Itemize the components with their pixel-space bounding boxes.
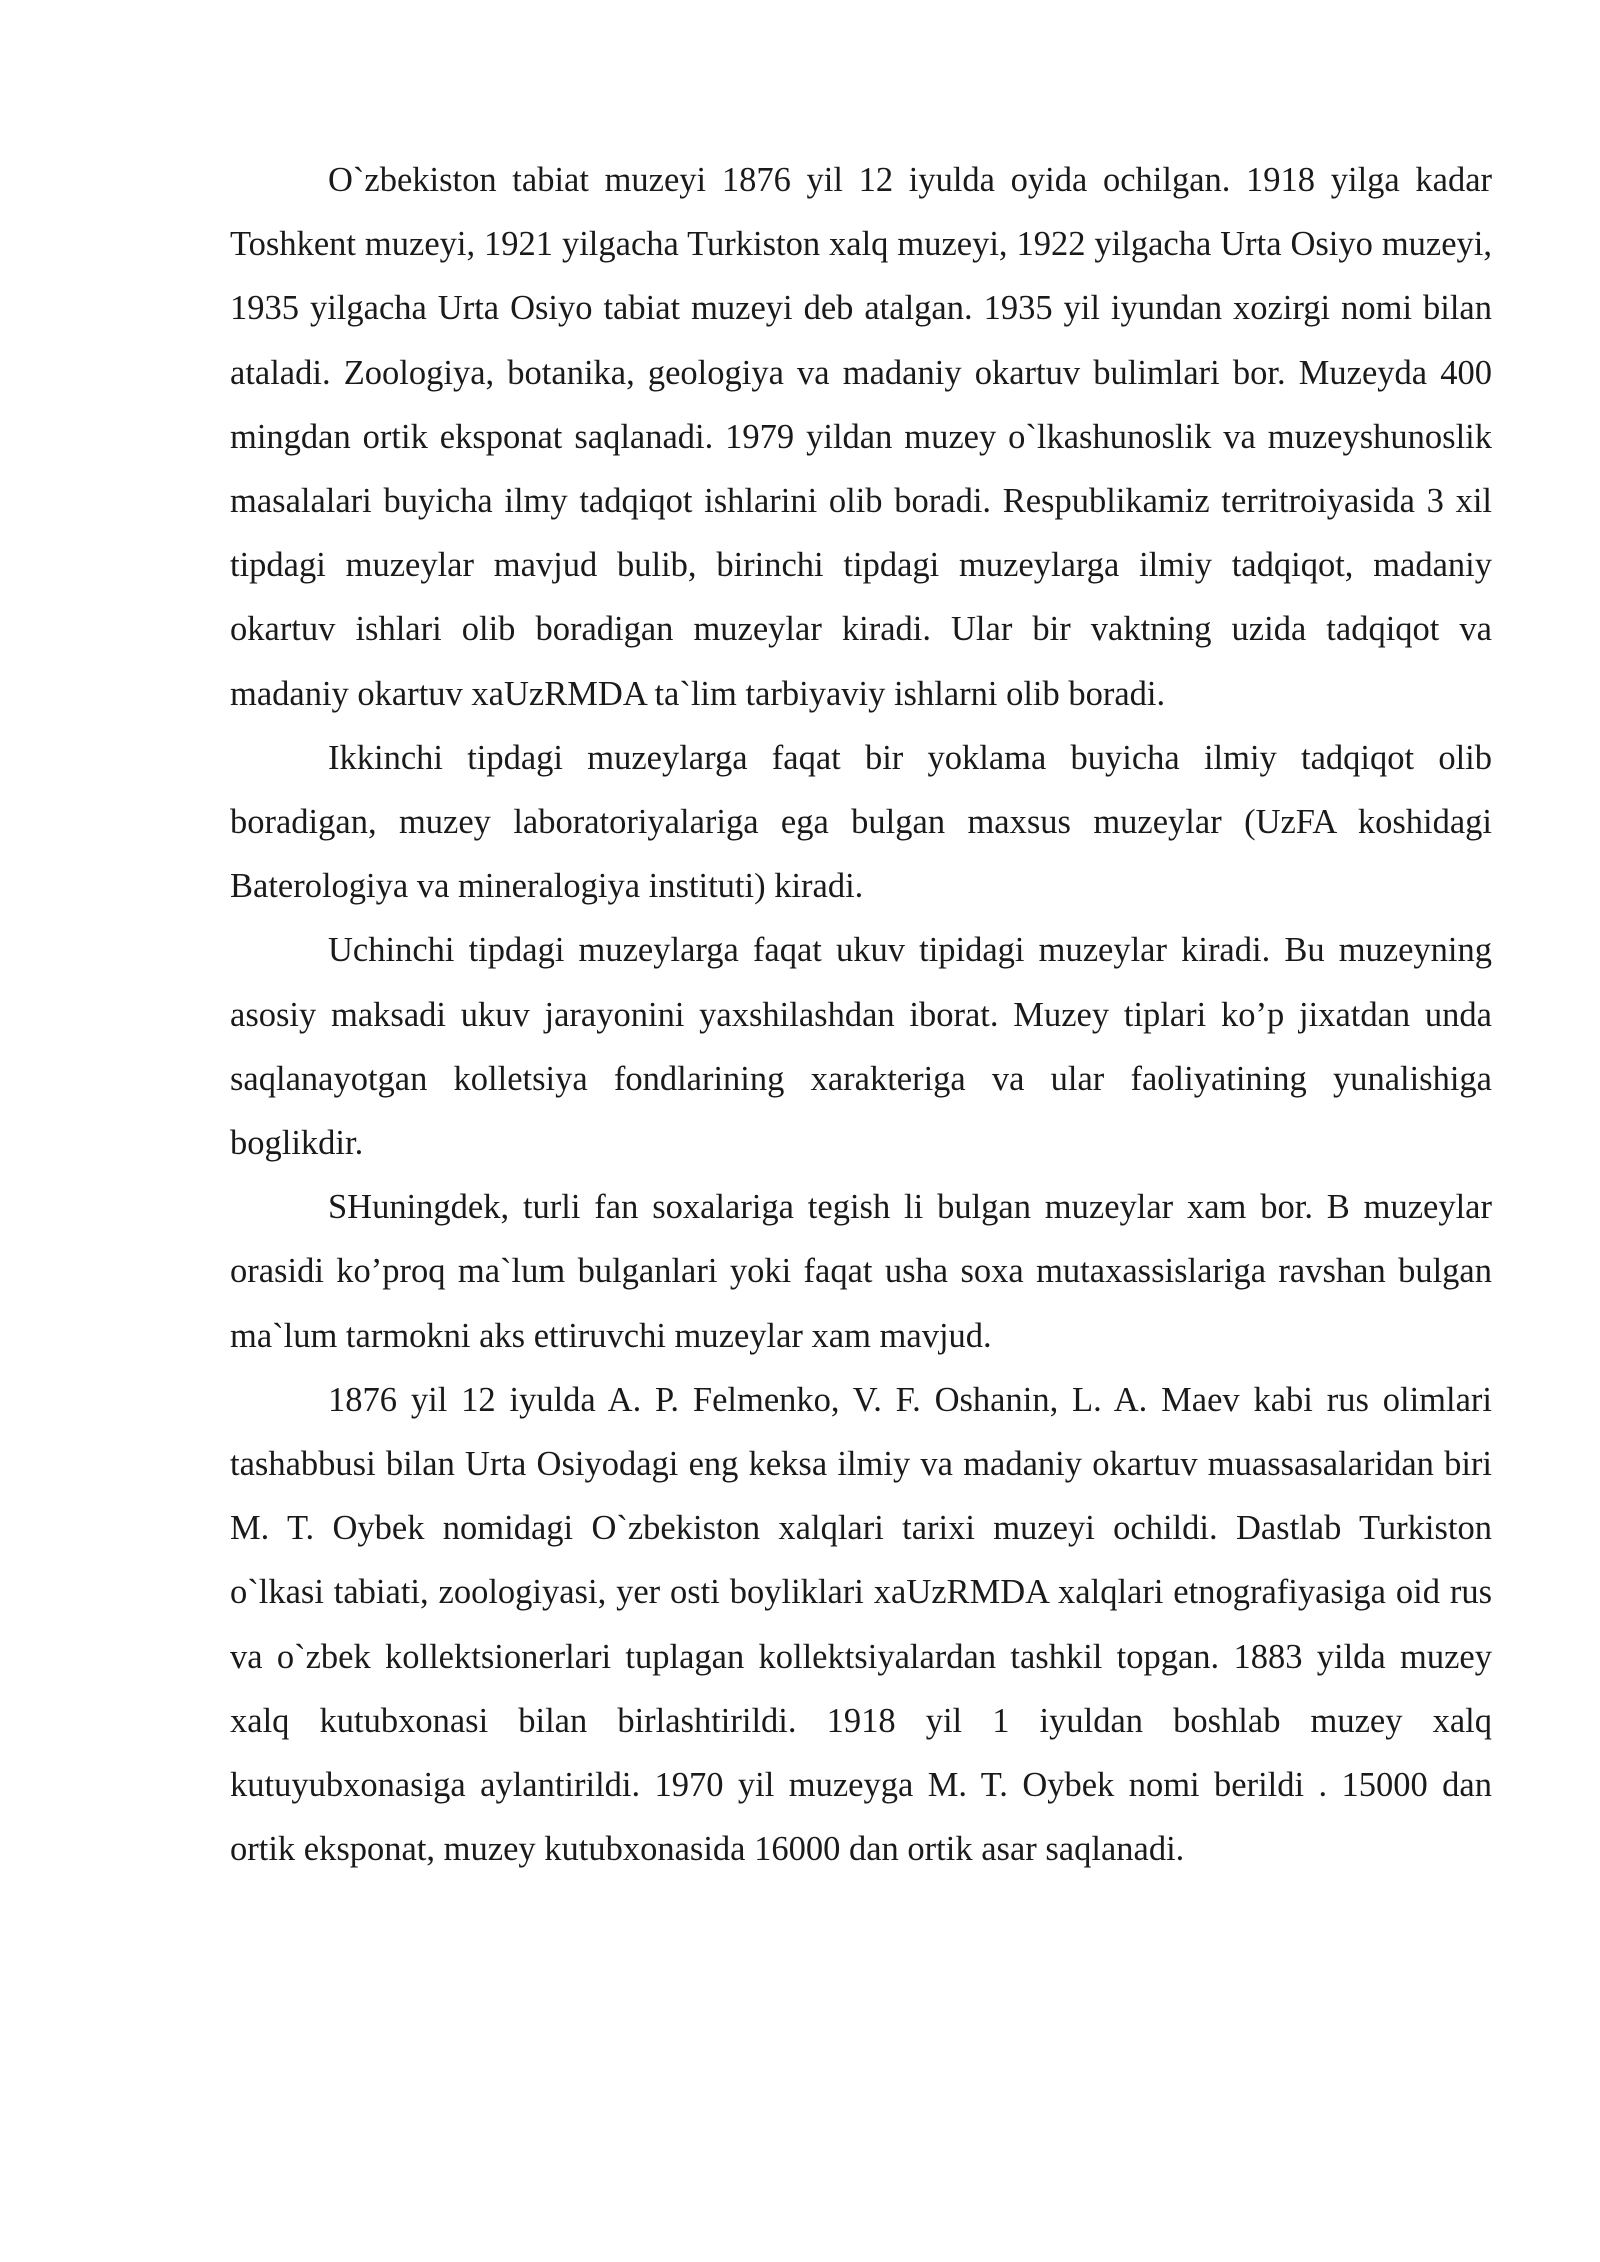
paragraph-third-type-museums: Uchinchi tipdagi muzeylarga faqat ukuv tipidagi muzeylar kiradi. Bu muzeyning asosiy maksadi ukuv jarayonini yaxshilashdan iborat. Muzey tiplari ko’p jixatdan unda saqlanayotgan kolletsiya fondlarining xarakteriga va ular faoliyatining yunalishiga boglikdir. [230,931,1492,1163]
document-page [230,148,1492,1881]
paragraph-second-type-museums: Ikkinchi tipdagi muzeylarga faqat bir yoklama buyicha ilmiy tadqiqot olib boradigan, muzey laboratoriyalariga ega bulgan maxsus muzeylar (UzFA koshidagi Baterologiya va mineralogiya instituti) kiradi. [230,738,1492,906]
paragraph-history-museum-founding: 1876 yil 12 iyulda A. P. Felmenko, V. F. Oshanin, L. A. Maev kabi rus olimlari tashabbusi bilan Urta Osiyodagi eng keksa ilmiy va madaniy okartuv muassasalaridan biri M. T. Oybek nomidagi O`zbekiston xalqlari tarixi muzeyi ochildi. Dastlab Turkiston o`lkasi tabiati, zoologiyasi, yer osti boyliklari xaUzRMDA xalqlari etnografiyasiga oid rus va o`zbek kollektsionerlari tuplagan kollektsiyalardan tashkil topgan. 1883 yilda muzey xalq kutubxonasi bilan birlashtirildi. 1918 yil 1 iyuldan boshlab muzey xalq kutuyubxonasiga aylantirildi. 1970 yil muzeyga M. T. Oybek nomi berildi . 15000 dan ortik eksponat, muzey kutubxonasida 16000 dan ortik asar saqlanadi. [230,1380,1492,1869]
paragraph-specialized-museums: SHuningdek, turli fan soxalariga tegish li bulgan muzeylar xam bor. B muzeylar orasidi ko’proq ma`lum bulganlari yoki faqat usha soxa mutaxassislariga ravshan bulgan ma`lum tarmokni aks ettiruvchi muzeylar xam mavjud. [230,1188,1492,1355]
paragraph-museum-history: O`zbekiston tabiat muzeyi 1876 yil 12 iyulda oyida ochilgan. 1918 yilga kadar Toshkent muzeyi, 1921 yilgacha Turkiston xalq muzeyi, 1922 yilgacha Urta Osiyo muzeyi, 1935 yilgacha Urta Osiyo tabiat muzeyi deb atalgan. 1935 yil iyundan xozirgi nomi bilan ataladi. Zoologiya, botanika, geologiya va madaniy okartuv bulimlari bor. Muzeyda 400 mingdan ortik eksponat saqlanadi. 1979 yildan muzey o`lkashunoslik va muzeyshunoslik masalalari buyicha ilmy tadqiqot ishlarini olib boradi. Respublikamiz territroiyasida 3 xil tipdagi muzeylar mavjud bulib, birinchi tipdagi muzeylarga ilmiy tadqiqot, madaniy okartuv ishlari olib boradigan muzeylar kiradi. Ular bir vaktning uzida tadqiqot va madaniy okartuv xaUzRMDA ta`lim tarbiyaviy ishlarni olib boradi. [230,161,1492,713]
